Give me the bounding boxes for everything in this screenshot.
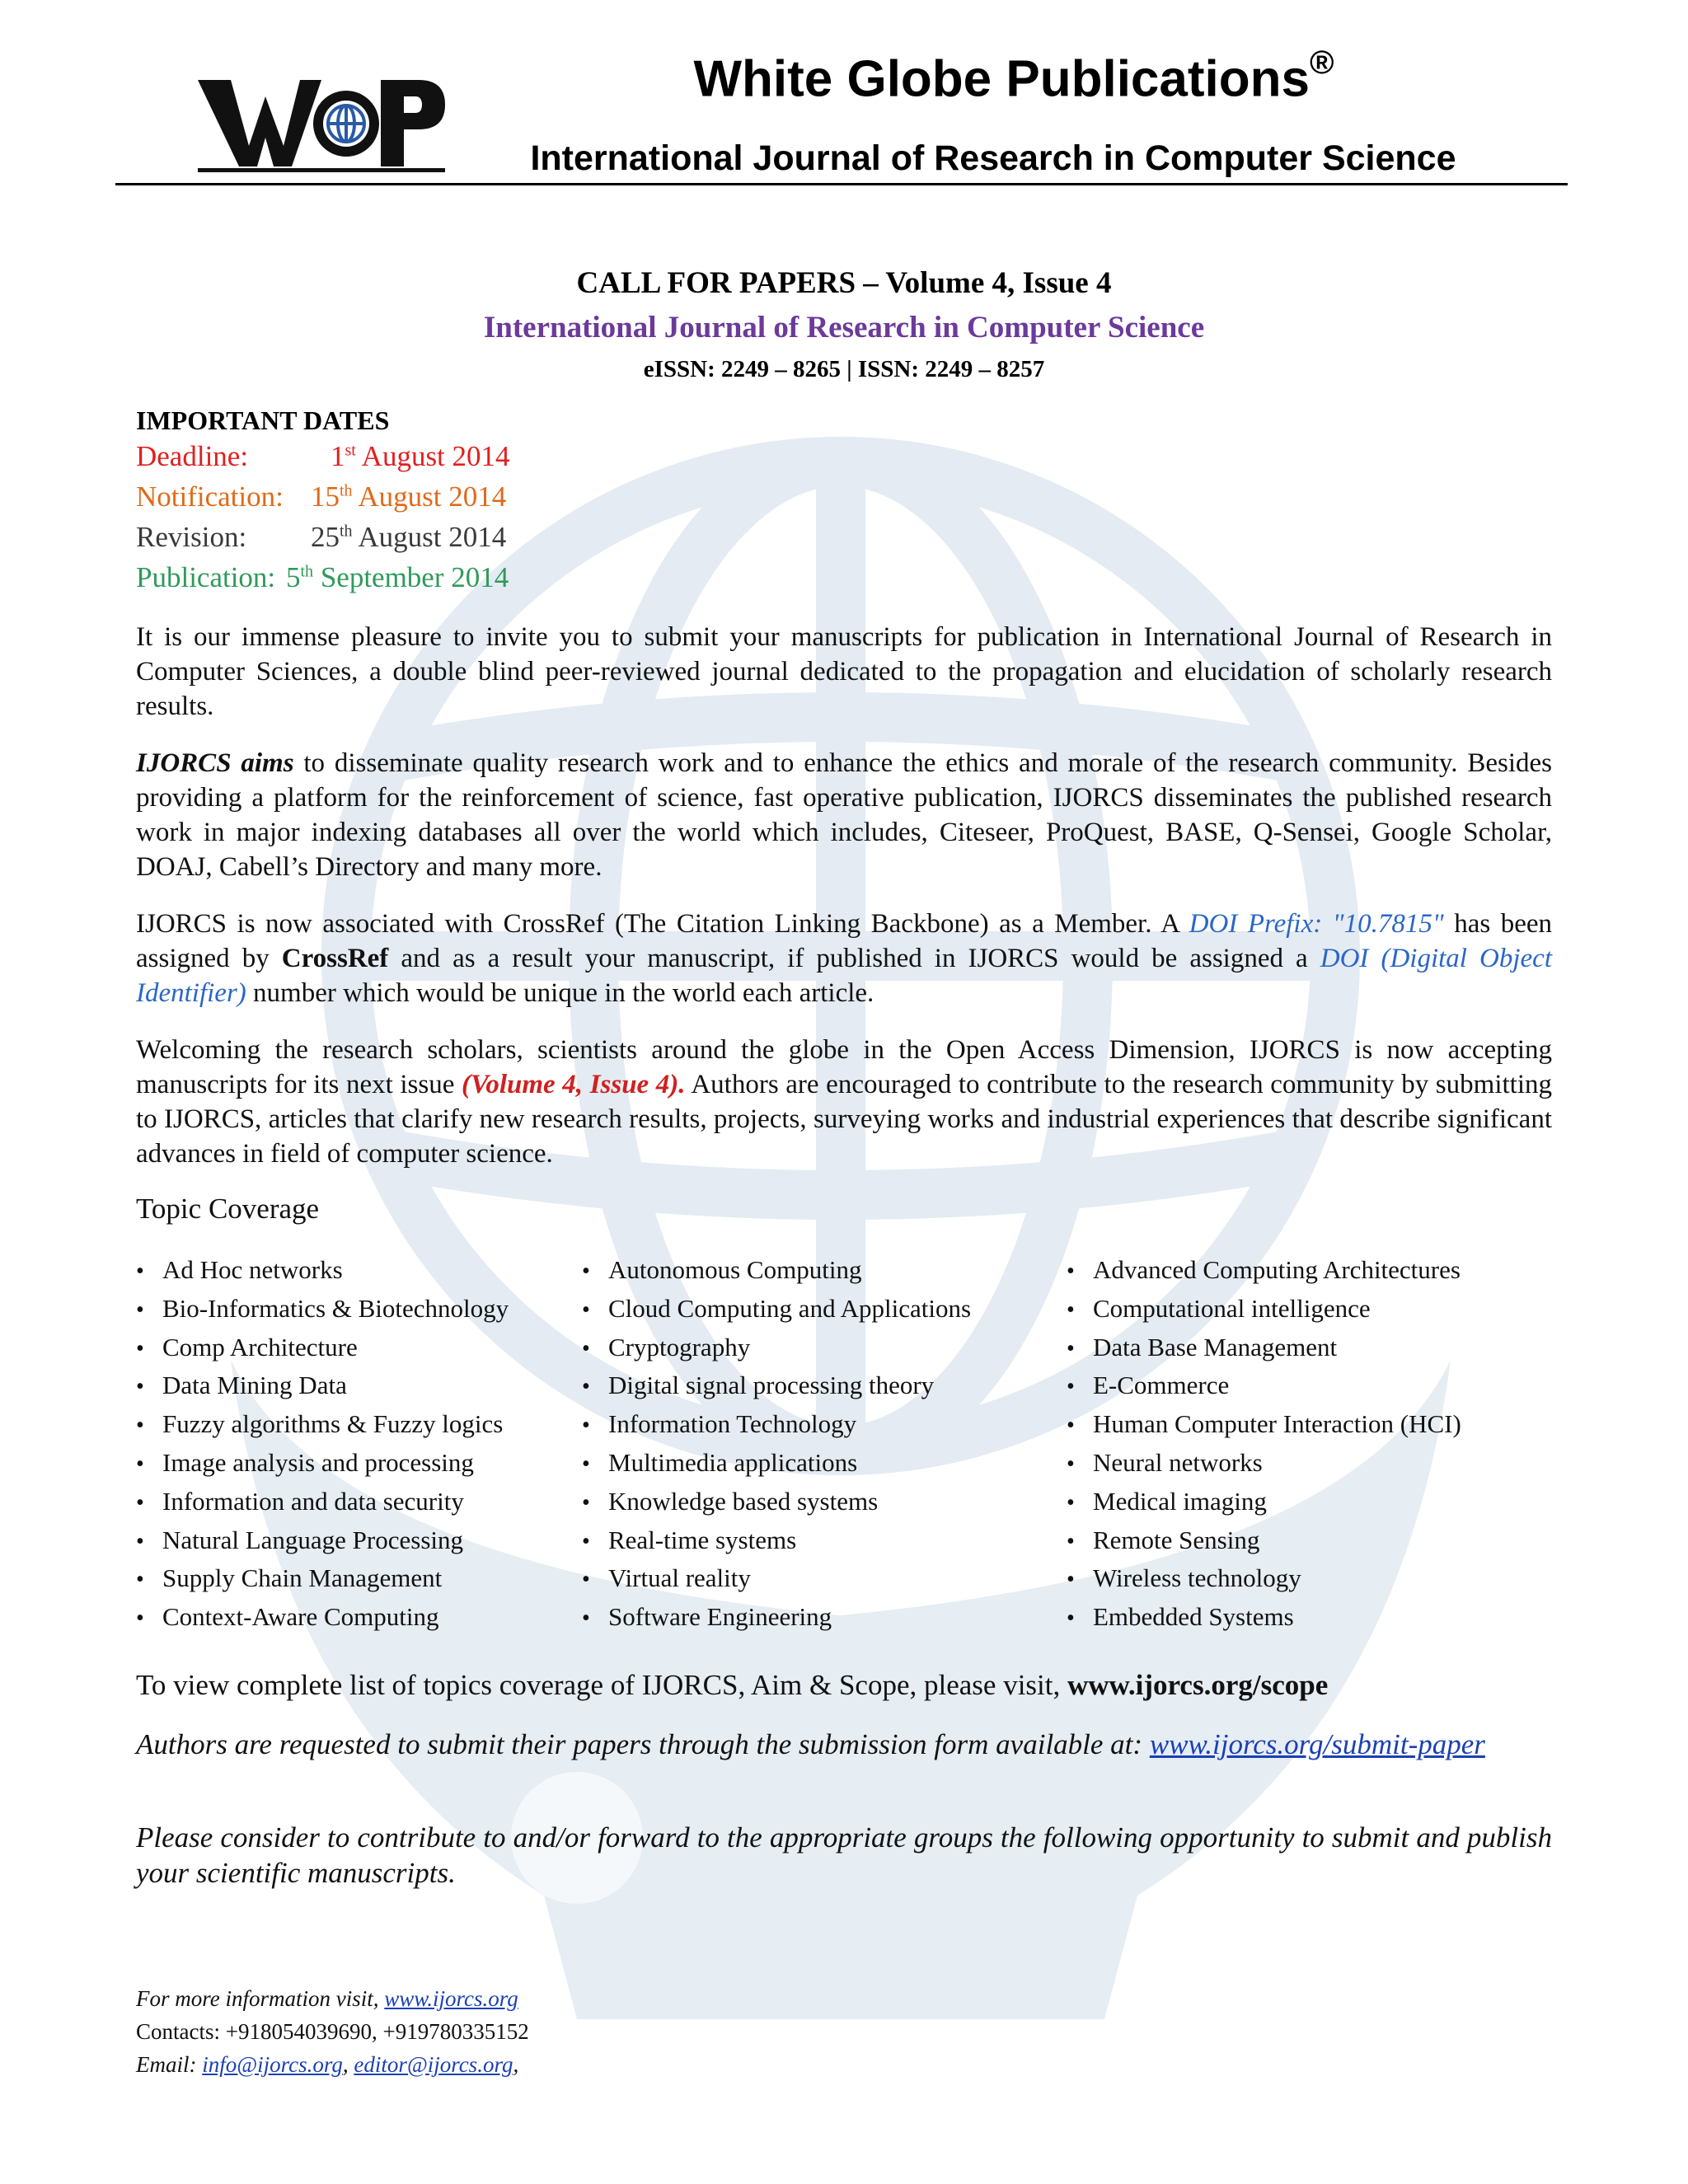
list-item: • Bio-Informatics & Biotechnology bbox=[136, 1290, 509, 1329]
list-item: • Information and data security bbox=[136, 1483, 509, 1521]
list-item: • Wireless technology bbox=[1067, 1559, 1461, 1598]
list-item: • Data Base Management bbox=[1067, 1329, 1461, 1367]
scope-url: www.ijorcs.org/scope bbox=[1067, 1669, 1329, 1701]
info-email-link[interactable]: info@ijorcs.org bbox=[202, 2052, 343, 2077]
submission-note: Authors are requested to submit their papers through the submission form available at: www.ijorcs.org/submit-paper bbox=[136, 1728, 1485, 1760]
footer-info: For more information visit, www.ijorcs.org bbox=[136, 1986, 518, 2011]
welcome-paragraph: Welcoming the research scholars, scientists around the globe in the Open Access Dimension, IJORCS is now accepting manuscripts for its next issue (Volume 4, Issue 4). Authors are encouraged to contribute to the research community by submitting to IJORCS, articles that clarify new research results, projects, surveying works and industrial experiences that describe significant advances in field of computer science. bbox=[136, 1035, 1552, 1169]
list-item: • Computational intelligence bbox=[1067, 1290, 1461, 1329]
list-item: • Context-Aware Computing bbox=[136, 1598, 509, 1637]
list-item: • Virtual reality bbox=[582, 1559, 971, 1598]
list-item: • Natural Language Processing bbox=[136, 1521, 509, 1560]
list-item: • Multimedia applications bbox=[582, 1444, 971, 1483]
editor-email-link[interactable]: editor@ijorcs.org bbox=[354, 2052, 513, 2077]
scope-line: To view complete list of topics coverage of IJORCS, Aim & Scope, please visit, www.ijorcs.org/scope bbox=[136, 1669, 1329, 1701]
website-link[interactable]: www.ijorcs.org bbox=[384, 1986, 518, 2011]
list-item: • Ad Hoc networks bbox=[136, 1251, 509, 1290]
issn-line: eISSN: 2249 – 8265 | ISSN: 2249 – 8257 bbox=[643, 356, 1045, 382]
topic-list-column-1 bbox=[136, 1251, 509, 1637]
crossref-paragraph: IJORCS is now associated with CrossRef (The Citation Linking Backbone) as a Member. A DOI Prefix: "10.7815" has been assigned by CrossRef and as a result your manuscript, if published in IJORCS would be assigned a DOI (Digital Object Identifier) number which would be unique in the world each article. bbox=[136, 909, 1552, 1008]
list-item: • E-Commerce bbox=[1067, 1366, 1461, 1405]
list-item: • Advanced Computing Architectures bbox=[1067, 1251, 1461, 1290]
date-publication: Publication: 5th September 2014 bbox=[136, 561, 509, 593]
list-item: • Software Engineering bbox=[582, 1598, 971, 1637]
list-item: • Embedded Systems bbox=[1067, 1598, 1461, 1637]
issue-highlight: (Volume 4, Issue 4). bbox=[462, 1070, 686, 1099]
list-item: • Autonomous Computing bbox=[582, 1251, 971, 1290]
list-item: • Cloud Computing and Applications bbox=[582, 1290, 971, 1329]
aims-paragraph: IJORCS aims to disseminate quality research work and to enhance the ethics and morale of the research community. Besides providing a platform for the reinforcement of science, fast operative publication, IJORCS disseminates the published research work in major indexing databases all over the world which includes, Citeseer, ProQuest, BASE, Q-Sensei, Google Scholar, DOAJ, Cabell’s Directory and many more. bbox=[136, 748, 1552, 882]
journal-subtitle: International Journal of Research in Computer Science bbox=[483, 311, 1205, 344]
date-notification: Notification: 15th August 2014 bbox=[136, 480, 507, 513]
topic-list-column-3 bbox=[1067, 1251, 1461, 1637]
list-item: • Information Technology bbox=[582, 1405, 971, 1444]
list-item: • Data Mining Data bbox=[136, 1366, 509, 1405]
list-item: • Digital signal processing theory bbox=[582, 1366, 971, 1405]
wgp-logo bbox=[198, 68, 445, 175]
date-deadline: Deadline: 1st August 2014 bbox=[136, 440, 510, 472]
date-revision: Revision: 25th August 2014 bbox=[136, 521, 507, 553]
page-title: CALL FOR PAPERS – Volume 4, Issue 4 bbox=[576, 266, 1112, 300]
list-item: • Real-time systems bbox=[582, 1521, 971, 1560]
list-item: • Image analysis and processing bbox=[136, 1444, 509, 1483]
doi-prefix: DOI Prefix: "10.7815" bbox=[1189, 909, 1444, 939]
contribute-note: Please consider to contribute to and/or forward to the appropriate groups the following opportunity to submit and publish your scientific manuscripts. bbox=[136, 1821, 1552, 1889]
list-item: • Comp Architecture bbox=[136, 1329, 509, 1367]
footer-contacts: Contacts: +918054039690, +919780335152 bbox=[136, 2019, 529, 2044]
topic-list-column-2 bbox=[582, 1251, 971, 1637]
list-item: • Remote Sensing bbox=[1067, 1521, 1461, 1560]
topic-coverage-heading: Topic Coverage bbox=[136, 1193, 320, 1225]
submit-paper-link[interactable]: www.ijorcs.org/submit-paper bbox=[1149, 1728, 1485, 1760]
intro-paragraph: It is our immense pleasure to invite you to submit your manuscripts for publication in International Journal of Research in Computer Sciences, a double blind peer-reviewed journal dedicated to the propagation and elucidation of scholarly research results. bbox=[136, 622, 1552, 721]
list-item: • Cryptography bbox=[582, 1329, 971, 1367]
footer-email: Email: info@ijorcs.org, editor@ijorcs.org, bbox=[136, 2052, 519, 2077]
header-divider bbox=[115, 183, 1568, 185]
list-item: • Knowledge based systems bbox=[582, 1483, 971, 1521]
publisher-name: White Globe Publications® bbox=[693, 45, 1334, 108]
doi-text: DOI (Digital Object Identifier) bbox=[136, 944, 1552, 1008]
list-item: • Supply Chain Management bbox=[136, 1559, 509, 1598]
journal-header: International Journal of Research in Computer Science bbox=[530, 138, 1456, 178]
list-item: • Fuzzy algorithms & Fuzzy logics bbox=[136, 1405, 509, 1444]
list-item: • Neural networks bbox=[1067, 1444, 1461, 1483]
list-item: • Human Computer Interaction (HCI) bbox=[1067, 1405, 1461, 1444]
list-item: • Medical imaging bbox=[1067, 1483, 1461, 1521]
important-dates-heading: IMPORTANT DATES bbox=[136, 405, 390, 435]
